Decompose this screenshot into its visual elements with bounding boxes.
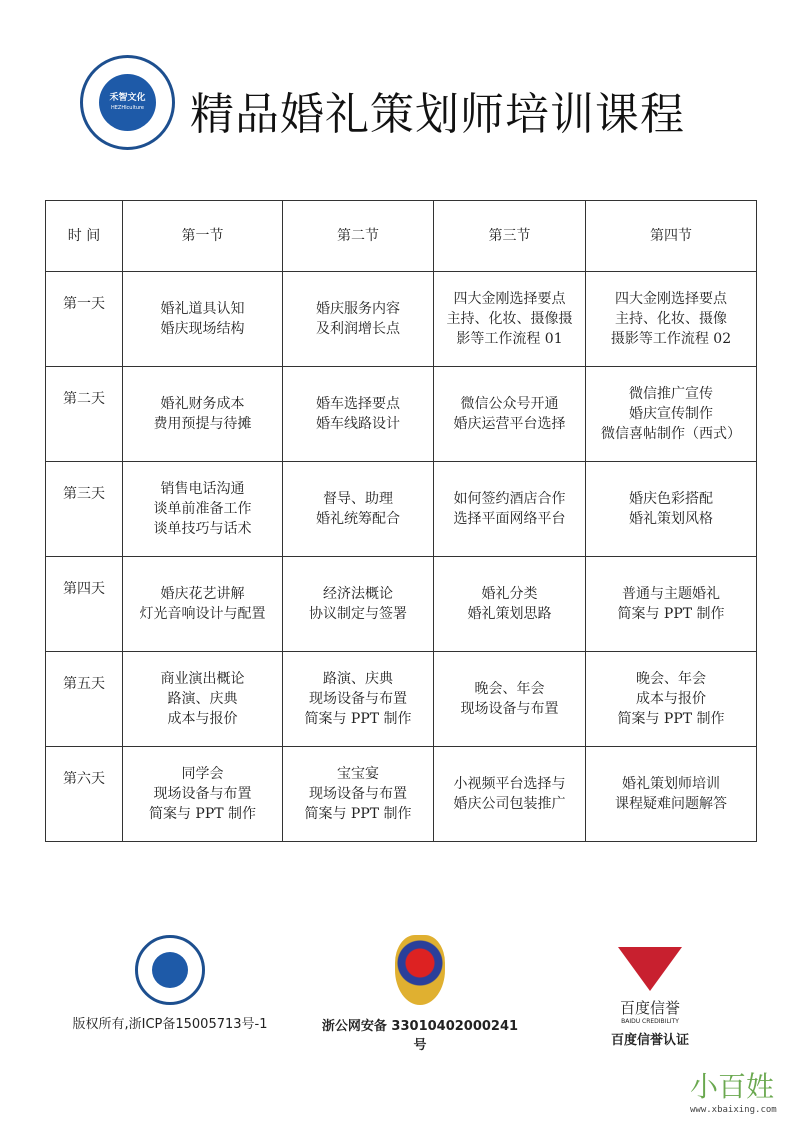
session-cell xyxy=(586,272,757,367)
session-cell xyxy=(434,272,586,367)
session-cell xyxy=(434,557,586,652)
column-header: 第四节 xyxy=(586,201,757,272)
column-header: 第三节 xyxy=(434,201,586,272)
session-cell xyxy=(123,652,283,747)
baidu-credit-text[interactable]: 百度信誉认证 xyxy=(610,1033,689,1048)
logo-subtext: HEZHIculture xyxy=(110,105,145,111)
session-cell xyxy=(586,462,757,557)
session-line: 督导、助理 xyxy=(323,491,393,507)
session-cell xyxy=(586,747,757,842)
footer-baidu xyxy=(580,935,720,1048)
session-line: 简案与 PPT 制作 xyxy=(304,711,412,727)
footer-police xyxy=(320,935,520,1053)
session-cell xyxy=(123,747,283,842)
session-cell xyxy=(586,367,757,462)
column-header: 时 间 xyxy=(46,201,123,272)
session-line: 婚礼策划师培训 xyxy=(622,776,720,792)
session-line: 灯光音响设计与配置 xyxy=(139,606,266,622)
session-line: 谈单前准备工作 xyxy=(153,501,252,517)
session-line: 婚庆宣传制作 xyxy=(629,406,713,422)
session-line: 同学会 xyxy=(181,766,224,782)
police-record-text[interactable]: 浙公网安备 33010402000241号 xyxy=(321,1019,519,1053)
session-line: 婚庆公司包装推广 xyxy=(453,796,566,812)
session-cell xyxy=(283,367,434,462)
session-line: 婚庆花艺讲解 xyxy=(160,586,245,602)
session-line: 简案与 PPT 制作 xyxy=(617,711,725,727)
watermark-text: 小百姓 xyxy=(690,1070,775,1103)
session-line: 现场设备与布置 xyxy=(309,786,407,802)
session-line: 成本与报价 xyxy=(636,691,706,707)
session-line: 婚礼道具认知 xyxy=(160,301,245,317)
session-line: 四大金刚选择要点 xyxy=(615,291,727,307)
day-label: 第六天 xyxy=(46,747,123,842)
session-cell xyxy=(434,367,586,462)
session-cell xyxy=(283,652,434,747)
company-logo xyxy=(80,55,175,150)
session-line: 微信公众号开通 xyxy=(460,396,559,412)
session-line: 婚庆运营平台选择 xyxy=(453,416,566,432)
session-line: 费用预提与待摊 xyxy=(153,416,252,432)
session-cell xyxy=(283,462,434,557)
session-cell xyxy=(123,272,283,367)
session-line: 路演、庆典 xyxy=(323,671,393,687)
session-line: 经济法概论 xyxy=(323,586,393,602)
session-line: 晚会、年会 xyxy=(636,671,706,687)
session-line: 晚会、年会 xyxy=(474,681,545,697)
session-line: 简案与 PPT 制作 xyxy=(304,806,412,822)
session-cell xyxy=(283,272,434,367)
baidu-v-icon xyxy=(618,947,682,991)
session-cell xyxy=(434,747,586,842)
session-line: 现场设备与布置 xyxy=(153,786,252,802)
session-cell xyxy=(434,652,586,747)
session-line: 小视频平台选择与 xyxy=(453,776,566,792)
session-cell xyxy=(123,557,283,652)
session-cell xyxy=(434,462,586,557)
course-table xyxy=(45,200,757,842)
table-row xyxy=(46,652,757,747)
session-line: 主持、化妆、摄像摄 xyxy=(446,311,573,327)
icp-text[interactable]: 版权所有,浙ICP备15005713号-1 xyxy=(72,1017,268,1032)
session-line: 主持、化妆、摄像 xyxy=(615,311,727,327)
session-line: 课程疑难问题解答 xyxy=(615,796,727,812)
session-cell xyxy=(283,747,434,842)
baidu-logo-sub: BAIDU CREDIBILITY xyxy=(621,1018,679,1025)
company-badge-icon xyxy=(135,935,205,1005)
session-line: 销售电话沟通 xyxy=(160,481,245,497)
session-line: 及利润增长点 xyxy=(316,321,400,337)
logo-text: 禾智文化 xyxy=(109,93,146,103)
table-row xyxy=(46,367,757,462)
session-line: 婚礼分类 xyxy=(481,586,538,602)
session-line: 影等工作流程 01 xyxy=(456,331,563,347)
page-title: 精品婚礼策划师培训课程 xyxy=(190,89,685,140)
session-line: 选择平面网络平台 xyxy=(453,511,566,527)
session-line: 摄影等工作流程 02 xyxy=(610,331,732,347)
watermark-url: www.xbaixing.com xyxy=(690,1105,777,1115)
table-row xyxy=(46,747,757,842)
police-emblem-icon xyxy=(395,935,445,1005)
session-line: 谈单技巧与话术 xyxy=(153,521,252,537)
session-cell xyxy=(123,367,283,462)
session-line: 婚车线路设计 xyxy=(316,416,400,432)
watermark xyxy=(690,1065,777,1115)
session-line: 婚礼策划风格 xyxy=(629,511,713,527)
session-cell xyxy=(586,652,757,747)
session-cell xyxy=(123,462,283,557)
session-cell xyxy=(283,557,434,652)
day-label: 第二天 xyxy=(46,367,123,462)
session-line: 协议制定与签署 xyxy=(309,606,407,622)
column-header: 第二节 xyxy=(283,201,434,272)
column-header: 第一节 xyxy=(123,201,283,272)
session-line: 婚车选择要点 xyxy=(316,396,400,412)
session-line: 微信推广宣传 xyxy=(629,386,713,402)
session-line: 现场设备与布置 xyxy=(460,701,559,717)
baidu-logo-text: 百度信誉 xyxy=(619,999,680,1017)
session-line: 婚庆现场结构 xyxy=(160,321,245,337)
day-label: 第一天 xyxy=(46,272,123,367)
day-label: 第四天 xyxy=(46,557,123,652)
day-label: 第三天 xyxy=(46,462,123,557)
session-line: 婚礼策划思路 xyxy=(467,606,552,622)
session-line: 成本与报价 xyxy=(167,711,238,727)
session-line: 宝宝宴 xyxy=(337,766,379,782)
session-line: 婚礼统筹配合 xyxy=(316,511,400,527)
session-line: 简案与 PPT 制作 xyxy=(148,806,257,822)
table-header xyxy=(46,201,757,272)
footer-icp xyxy=(70,935,270,1032)
session-line: 如何签约酒店合作 xyxy=(453,491,566,507)
session-line: 路演、庆典 xyxy=(167,691,238,707)
session-cell xyxy=(586,557,757,652)
session-line: 婚礼财务成本 xyxy=(160,396,245,412)
session-line: 普通与主题婚礼 xyxy=(622,586,720,602)
session-line: 简案与 PPT 制作 xyxy=(617,606,725,622)
session-line: 婚庆服务内容 xyxy=(316,301,400,317)
session-line: 婚庆色彩搭配 xyxy=(629,491,713,507)
session-line: 四大金刚选择要点 xyxy=(453,291,566,307)
day-label: 第五天 xyxy=(46,652,123,747)
session-line: 微信喜帖制作（西式） xyxy=(601,426,741,442)
session-line: 现场设备与布置 xyxy=(309,691,407,707)
table-row xyxy=(46,462,757,557)
table-row xyxy=(46,272,757,367)
table-row xyxy=(46,557,757,652)
session-line: 商业演出概论 xyxy=(160,671,245,687)
